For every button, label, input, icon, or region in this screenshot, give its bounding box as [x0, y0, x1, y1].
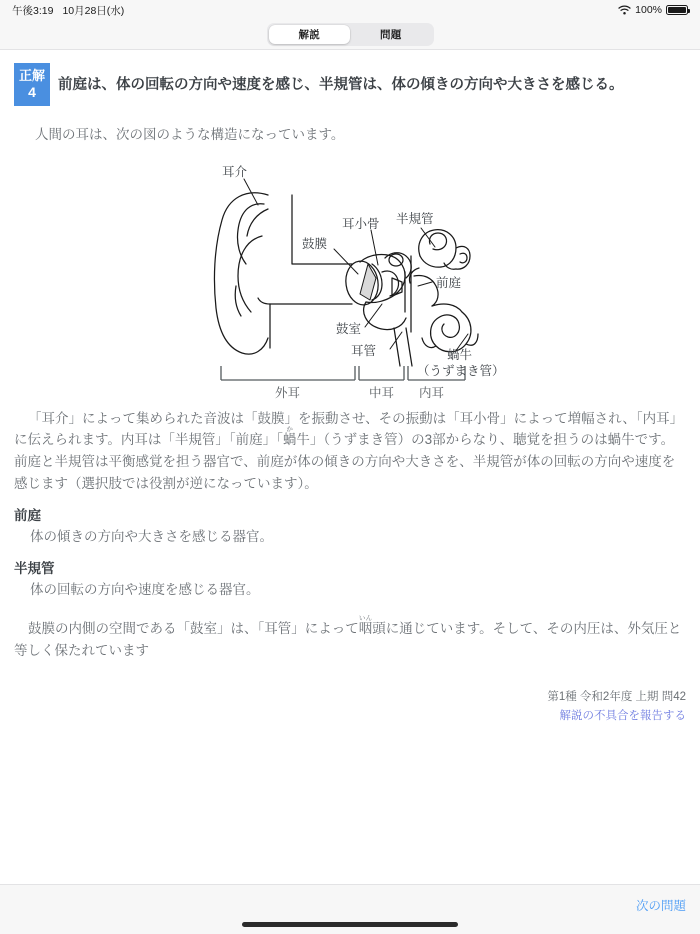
header-bar: [0, 20, 700, 50]
label-semicircular-canals: 半規管: [396, 211, 434, 226]
term-name-vestibule: 前庭: [14, 508, 41, 524]
label-cochlea: 蝸牛: [447, 347, 473, 362]
label-inner-ear: 内耳: [419, 385, 445, 400]
ruby-in: [358, 615, 373, 637]
label-middle-ear: 中耳: [369, 385, 395, 400]
label-cochlea-reading: （うずまき管）: [417, 363, 505, 378]
status-bar-right: [618, 4, 688, 16]
answer-title: 前庭は、体の回転の方向や速度を感じ、半規管は、体の傾きの方向や大きさを感じる。: [58, 77, 624, 93]
paragraph-2-part-b: 頭に通じています。そして、その内圧は、外気圧と等しく保たれています: [14, 621, 682, 658]
ruby-base-in: 咽: [358, 621, 373, 637]
ruby-base-ka: 蝸: [282, 432, 297, 448]
ruby-ka: [282, 426, 297, 448]
wifi-icon: [618, 5, 631, 15]
paragraph-1-part-a: 「耳介」によって集められた音波は「鼓膜」を振動させ、その振動は「耳小骨」によって増幅され、「内耳」に伝えられます。内耳は「半規管」「前庭」「: [14, 410, 684, 448]
status-bar-left: [12, 3, 124, 18]
paragraph-1-part-b: 牛」（うずまき管）の3部からなり、聴覚を担うのは蝸牛です。前庭と半規管は平衡感覚を担う器官で、前庭が体の傾きの方向や大きさを、半規管が体の回転の方向や速度を感じます（選択肢では役割が逆になっています）。: [14, 432, 676, 492]
question-source: 第1種 令和2年度 上期 問42: [547, 690, 686, 703]
tab-mondai[interactable]: 問題: [380, 29, 402, 41]
paragraph-2-part-a: 鼓膜の内側の空間である「鼓室」は、「耳管」によって: [28, 621, 359, 637]
ruby-text-in: いん: [358, 615, 373, 623]
correct-label: 正解: [18, 68, 45, 84]
battery-full-icon: [666, 5, 688, 15]
question-meta: [14, 688, 686, 727]
label-eardrum: 鼓膜: [302, 236, 328, 251]
label-outer-ear: 外耳: [275, 385, 301, 400]
intro-text: 人間の耳は、次の図のような構造になっています。: [35, 127, 345, 142]
label-eustachian-tube: 耳管: [351, 343, 377, 358]
ear-anatomy-diagram: [0, 152, 700, 402]
term-list: [14, 506, 686, 600]
label-ossicles: 耳小骨: [342, 216, 380, 231]
status-bar: [0, 0, 700, 20]
ruby-text-ka: か: [282, 426, 297, 434]
next-question-link[interactable]: 次の問題: [635, 899, 686, 913]
term-desc-semicircular: 体の回転の方向や速度を感じる器官。: [30, 581, 260, 597]
label-tympanic-cavity: 鼓室: [336, 321, 362, 336]
explanation-paragraph-1: [14, 408, 686, 495]
term-name-semicircular: 半規管: [14, 560, 55, 576]
bottom-bar: [0, 884, 700, 934]
status-time: 午後3:19: [12, 4, 54, 17]
battery-percent: 100%: [635, 4, 662, 16]
correct-number: 4: [28, 83, 36, 100]
answer-header: [14, 63, 686, 106]
tab-kaisetsu[interactable]: 解説: [269, 25, 351, 44]
label-pinna: 耳介: [222, 164, 248, 179]
status-date: 10月28日(水): [62, 4, 125, 17]
label-vestibule: 前庭: [436, 275, 462, 290]
segmented-control[interactable]: [267, 23, 434, 46]
home-indicator[interactable]: [242, 922, 458, 927]
term-desc-vestibule: 体の傾きの方向や大きさを感じる器官。: [30, 529, 273, 545]
explanation-paragraph-2: [14, 615, 686, 662]
correct-answer-badge: [14, 63, 50, 106]
content-area: [0, 51, 700, 884]
report-issue-link[interactable]: 解説の不具合を報告する: [559, 710, 686, 723]
